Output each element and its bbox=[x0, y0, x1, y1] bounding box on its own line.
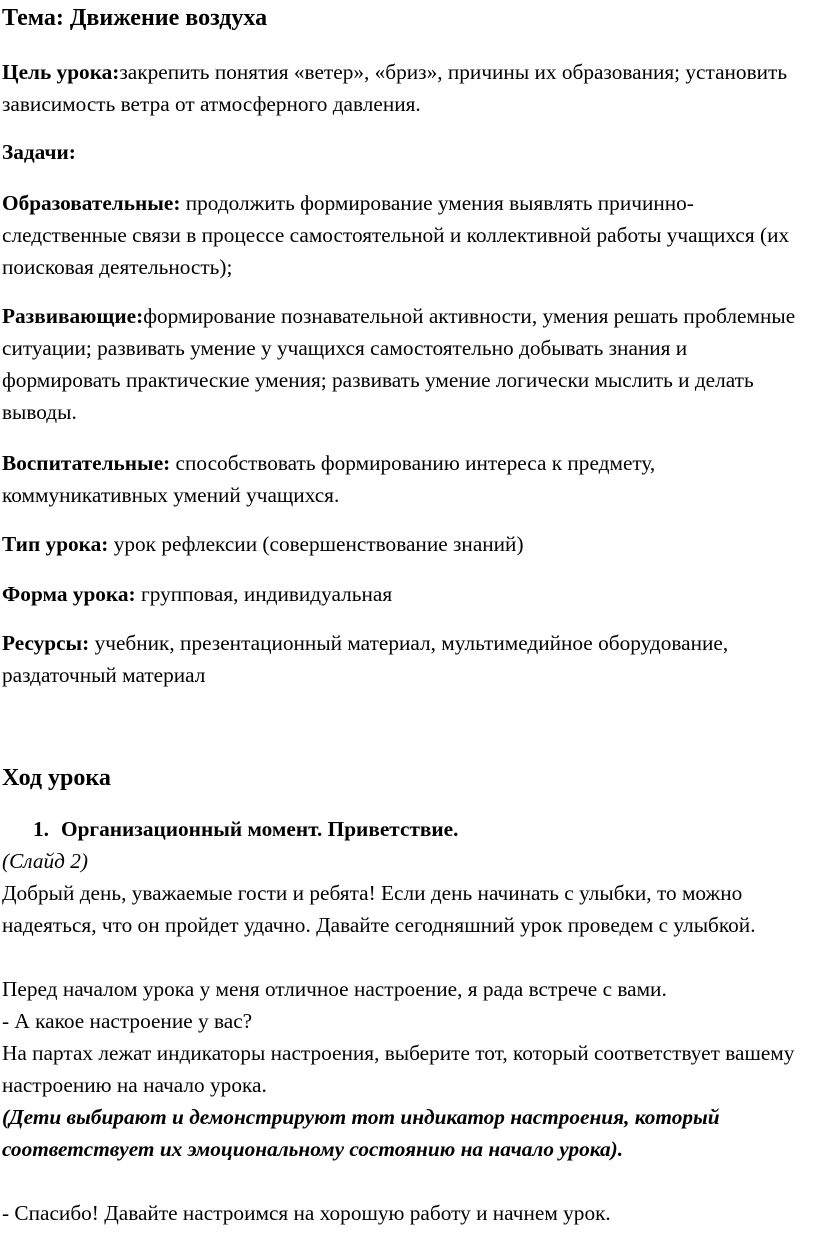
educational-label: Образовательные: bbox=[2, 191, 181, 215]
closing-paragraph: - Спасибо! Давайте настроимся на хорошую работу и начнем урок. bbox=[2, 1201, 611, 1225]
question-paragraph: - А какое настроение у вас? bbox=[2, 1009, 253, 1033]
educational-paragraph bbox=[2, 187, 802, 283]
upbringing-label: Воспитательные: bbox=[2, 451, 171, 475]
lesson-form-label: Форма урока: bbox=[2, 582, 136, 606]
indicators-paragraph: На партах лежат индикаторы настроения, выберите тот, который соответствует вашему настроению на начало урока. bbox=[2, 1041, 795, 1097]
mood-paragraph: Перед началом урока у меня отличное настроение, я рада встрече с вами. bbox=[2, 977, 667, 1001]
list-item-text: Организационный момент. Приветствие. bbox=[61, 817, 459, 841]
developmental-paragraph bbox=[2, 300, 802, 428]
action-paragraph: (Дети выбирают и демонстрируют тот индикатор настроения, который соответствует их эмоциональному состоянию на начало урока). bbox=[2, 1105, 720, 1161]
goal-label: Цель урока: bbox=[2, 60, 120, 84]
lesson-form-paragraph bbox=[2, 578, 802, 610]
lesson-course-heading: Ход урока bbox=[2, 765, 111, 791]
slide-note: (Слайд 2) bbox=[2, 849, 88, 873]
goal-paragraph bbox=[2, 56, 802, 120]
goal-text: закрепить понятия «ветер», «бриз», причины их образования; установить зависимость ветра от атмосферного давления. bbox=[2, 60, 788, 116]
action-text: Дети выбирают и демонстрируют тот индикатор настроения, который соответствует их эмоциональному состоянию на начало урока). bbox=[2, 1105, 720, 1161]
lesson-title: Тема: Движение воздуха bbox=[2, 5, 268, 31]
lesson-form-text: групповая, индивидуальная bbox=[135, 582, 393, 606]
educational-text: продолжить формирование умения выявлять причинно-следственные связи в процессе самостоятельной и коллективной работы учащихся (их поисковая деятельность); bbox=[2, 191, 790, 279]
tasks-heading: Задачи: bbox=[2, 140, 76, 164]
upbringing-text: способствовать формированию интереса к предмету, коммуникативных умений учащихся. bbox=[2, 451, 656, 507]
developmental-text: формирование познавательной активности, умения решать проблемные ситуации; развивать умение у учащихся самостоятельно добывать знания и формировать практические умения; развивать умение логически мыслить и делать выводы. bbox=[2, 304, 796, 424]
lesson-type-label: Тип урока: bbox=[2, 532, 109, 556]
greeting-paragraph: Добрый день, уважаемые гости и ребята! Если день начинать с улыбки, то можно надеяться, что он пройдет удачно. Давайте сегодняшний урок проведем с улыбкой. bbox=[2, 881, 756, 937]
lesson-type-text: урок рефлексии (совершенствование знаний) bbox=[108, 532, 524, 556]
resources-text: учебник, презентационный материал, мультимедийное оборудование, раздаточный материал bbox=[2, 631, 729, 687]
list-item-number: 1. bbox=[33, 817, 49, 841]
resources-paragraph bbox=[2, 627, 802, 691]
resources-label: Ресурсы: bbox=[2, 631, 90, 655]
developmental-label: Развивающие: bbox=[2, 304, 144, 328]
list-item bbox=[33, 813, 793, 845]
lesson-type-paragraph bbox=[2, 528, 802, 560]
upbringing-paragraph bbox=[2, 447, 802, 511]
